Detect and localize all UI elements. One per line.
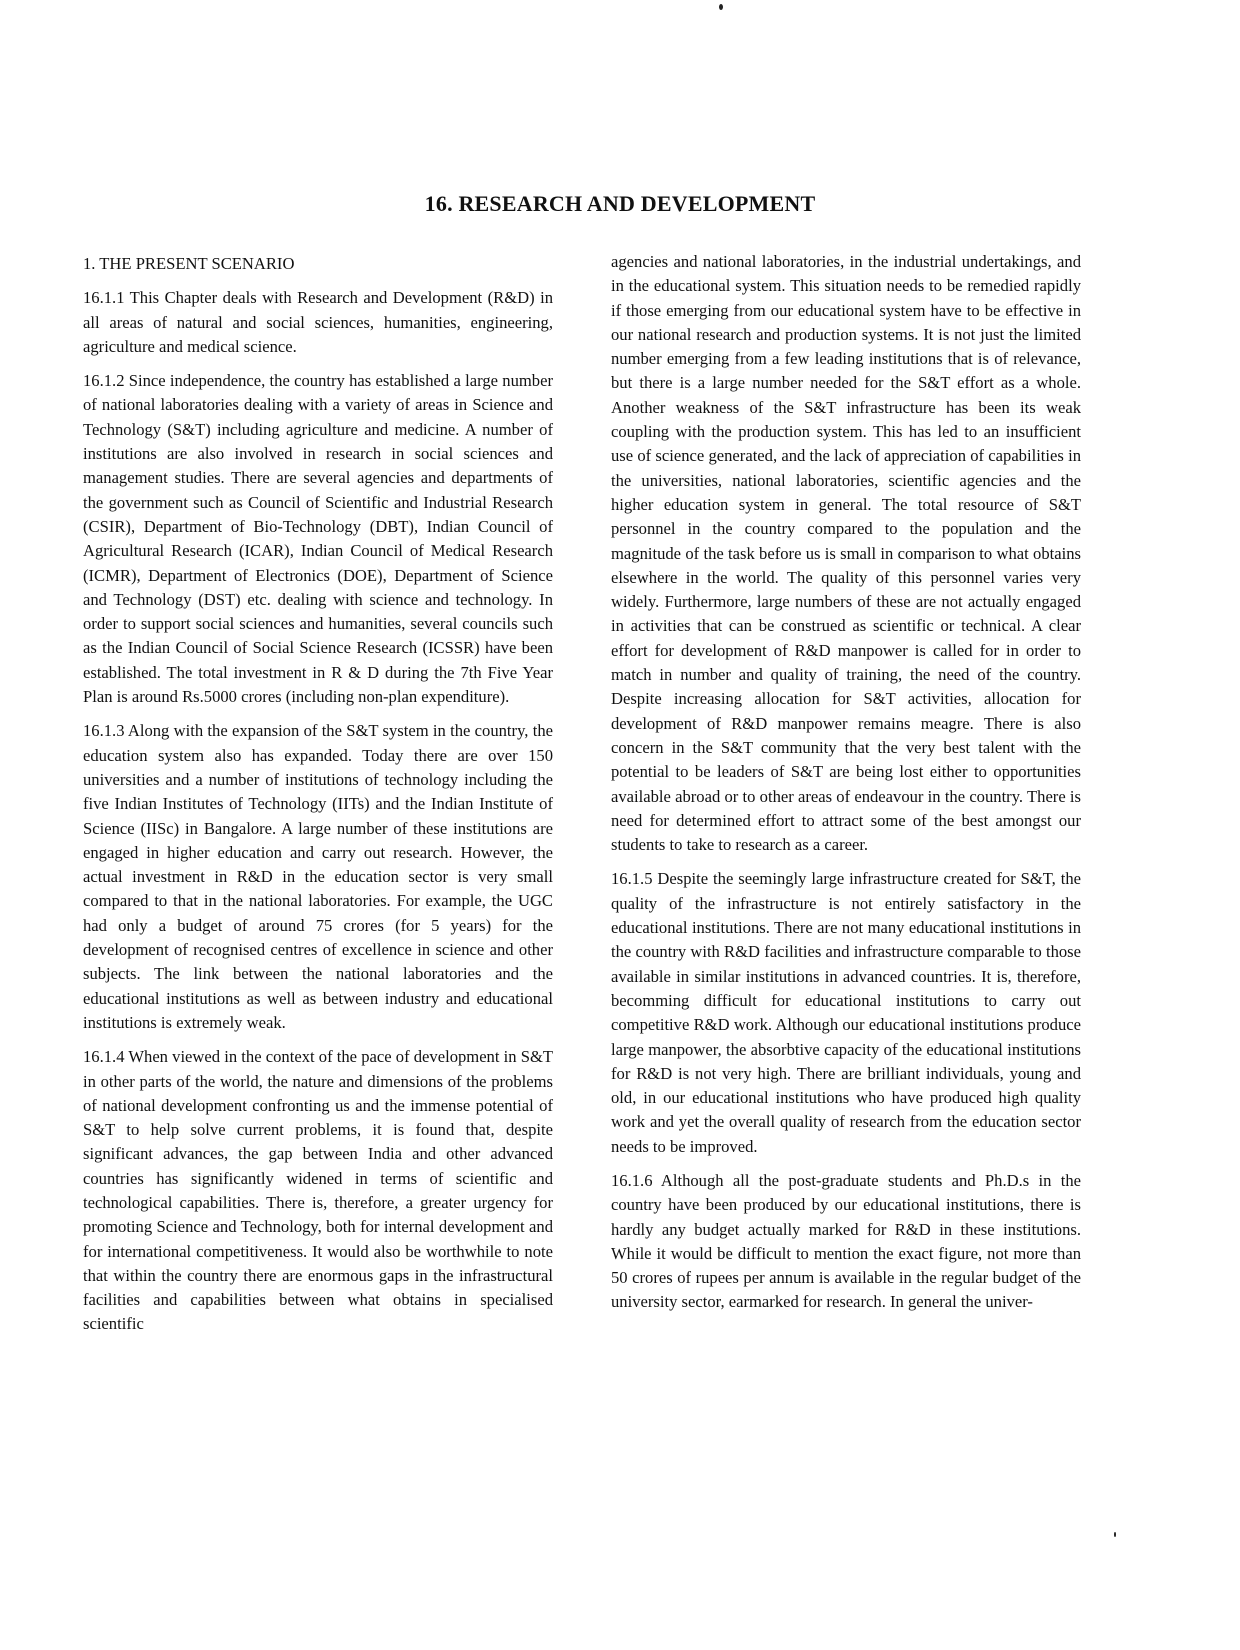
scan-speck (719, 4, 723, 10)
paragraph-16-1-6: 16.1.6 Although all the post-graduate students and Ph.D.s in the country have been produced by our educational institutions, there is hardly any budget actually marked for R&D in these institutions. While it would be difficult to mention the exact figure, not more than 50 crores of rupees per annum is available in the regular budget of the university sector, earmarked for research. In general the univer- (611, 1170, 1081, 1312)
paragraph-16-1-3: 16.1.3 Along with the expansion of the S&T system in the country, the education system also has expanded. Today there are over 150 universities and a number of institutions of technology including the five Indian Institutes of Technology (IITs) and the Indian Institute of Science (IISc) in Bangalore. A large number of these institutions are engaged in higher education and carry out research. However, the actual investment in R&D in the education sector is very small compared to that in the national laboratories. For example, the UGC had only a budget of around 75 crores (for 5 years) for the development of recognised centres of excellence in science and other subjects. The link between the national laboratories and the educational institutions as well as between industry and educational institutions is extremely weak. (83, 721, 553, 1032)
page-title: 16. RESEARCH AND DEVELOPMENT (424, 190, 816, 216)
right-column (611, 250, 1081, 1325)
scan-speck (1114, 1532, 1116, 1537)
paragraph-16-1-4: 16.1.4 When viewed in the context of the pace of development in S&T in other parts of the world, the nature and dimensions of the problems of national development confronting us and the immense potential of S&T to help solve current problems, it is found that, despite significant advances, the gap between India and other advanced countries has significantly widened in terms of scientific and technological capabilities. There is, therefore, a greater urgency for promoting Science and Technology, both for internal development and for international competitiveness. It would also be worthwhile to note that within the country there are enormous gaps in the infrastructural facilities and capabilities between what obtains in specialised scientific (83, 1047, 553, 1334)
section-heading: 1. THE PRESENT SCENARIO (83, 254, 295, 273)
paragraph-16-1-5: 16.1.5 Despite the seemingly large infrastructure created for S&T, the quality of the infrastructure is not entirely satisfactory in the educational institutions. There are not many educational institutions in the country with R&D facilities and infrastructure comparable to those available in similar institutions in advanced countries. It is, therefore, becomming difficult for educational institutions to carry out competitive R&D work. Although our educational institutions produce large manpower, the absorbtive capacity of the educational institutions for R&D is not very high. There are brilliant individuals, young and old, in our educational institutions who have produced high quality work and yet the overall quality of research from the education sector needs to be improved. (611, 869, 1081, 1156)
paragraph-16-1-2: 16.1.2 Since independence, the country has established a large number of national laboratories dealing with a variety of areas in Science and Technology (S&T) including agriculture and medicine. A number of institutions are also involved in research in social sciences and management studies. There are several agencies and departments of the government such as Council of Scientific and Industrial Research (CSIR), Department of Bio-Technology (DBT), Indian Council of Agricultural Research (ICAR), Indian Council of Medical Research (ICMR), Department of Electronics (DOE), Department of Science and Technology (DST) etc. dealing with science and technology. In order to support social sciences and humanities, several councils such as the Indian Council of Social Science Research (ICSSR) have been established. The total investment in R & D during the 7th Five Year Plan is around Rs.5000 crores (including non-plan expenditure). (83, 371, 553, 707)
paragraph-16-1-1: 16.1.1 This Chapter deals with Research and Development (R&D) in all areas of natural and social sciences, humanities, engineering, agriculture and medical science. (83, 288, 553, 356)
left-column (83, 252, 553, 1347)
paragraph-16-1-4-continued: agencies and national laboratories, in the industrial undertakings, and in the educational system. This situation needs to be remedied rapidly if those emerging from our educational system have to be effective in our national research and production systems. It is not just the limited number emerging from a few leading institutions that is of relevance, but there is a large number needed for the S&T effort as a whole. Another weakness of the S&T infrastructure has been its weak coupling with the production system. This has led to an insufficient use of science generated, and the lack of appreciation of capabilities in the universities, national laboratories, scientific agencies and the higher education system in general. The total resource of S&T personnel in the country compared to the population and the magnitude of the task before us is small in comparison to what obtains elsewhere in the world. The quality of this personnel varies very widely. Furthermore, large numbers of these are not actually engaged in activities that can be construed as scientific or technical. A clear effort for development of R&D manpower is called for in order to match in number and quality of training, the need of the country. Despite increasing allocation for S&T activities, allocation for development of R&D manpower remains meagre. There is also concern in the S&T community that the very best talent with the potential to be leaders of S&T are being lost either to opportunities available abroad or to other areas of endeavour in the country. There is need for determined effort to attract some of the best amongst our students to take to research as a career. (611, 252, 1081, 855)
